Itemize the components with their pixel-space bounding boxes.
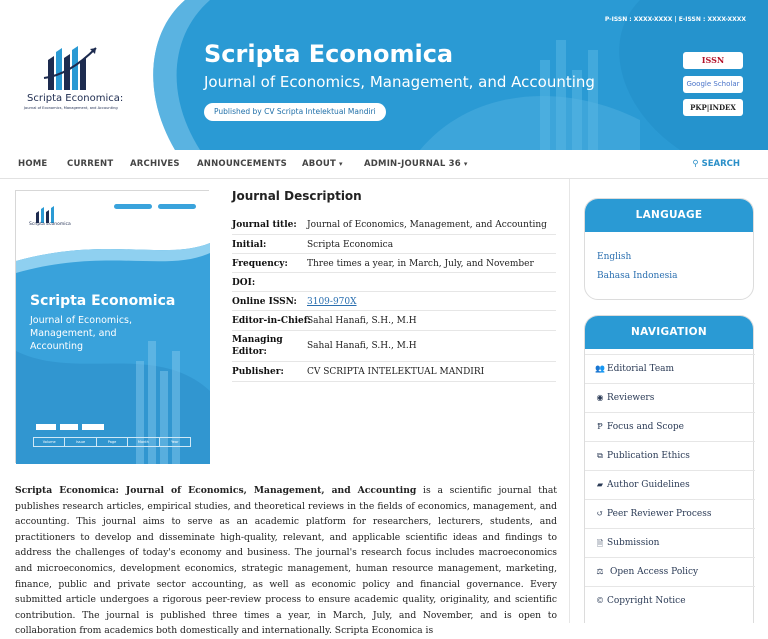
info-value: Sahal Hanafi, S.H., M.H <box>307 316 417 326</box>
cover-cell: Issue <box>65 438 96 446</box>
sidebar-divider <box>569 179 570 623</box>
cover-cell: Page <box>97 438 128 446</box>
info-key: Managing <box>232 335 283 345</box>
paragraph-icon: Ᵽ <box>597 422 603 431</box>
info-key: Initial: <box>232 240 267 250</box>
journal-about-paragraph <box>15 483 557 639</box>
info-row-initial <box>232 235 556 254</box>
info-value: Three times a year, in March, July, and November <box>307 259 534 269</box>
site-header <box>0 0 768 150</box>
issn-line: P-ISSN : XXXX-XXXX | E-ISSN : XXXX-XXXX <box>604 16 746 23</box>
sidebar-item-label: Submission <box>607 538 660 548</box>
info-value: Scripta Economica <box>307 240 394 250</box>
nav-archives[interactable]: ARCHIVES <box>130 159 180 169</box>
sidebar-item-reviewers[interactable] <box>585 383 755 412</box>
language-english-link[interactable]: English <box>597 252 632 262</box>
search-label: SEARCH <box>701 159 740 169</box>
file-icon: 🗎 <box>596 539 604 548</box>
info-key: Journal title: <box>232 220 297 230</box>
cover-subtitle: Journal of Economics, Management, and Accounting <box>30 315 133 352</box>
journal-cover-image <box>15 190 209 463</box>
logo-name: Scripta Economica: <box>27 93 124 104</box>
info-value: Sahal Hanafi, S.H., M.H <box>307 341 417 351</box>
sidebar-item-label: Reviewers <box>607 393 655 403</box>
history-icon: ↺ <box>596 509 604 518</box>
info-row-online-issn <box>232 292 556 311</box>
cover-index-logo <box>36 424 56 430</box>
language-block-title: LANGUAGE <box>585 199 753 232</box>
info-row-managing-editor <box>232 331 556 362</box>
nav-about[interactable]: ABOUT ▾ <box>302 159 343 169</box>
sidebar-item-focus-and-scope[interactable] <box>585 412 755 441</box>
nav-home[interactable]: HOME <box>18 159 48 169</box>
journal-logo-icon[interactable] <box>30 38 120 98</box>
search-link[interactable] <box>692 159 740 169</box>
info-key: Editor-in-Chief: <box>232 316 311 326</box>
cover-issue-bar <box>33 437 191 447</box>
cover-title: Scripta Economica <box>30 293 176 309</box>
info-row-title <box>232 215 556 235</box>
primary-navigation <box>0 150 768 179</box>
users-icon: 👥 <box>595 364 605 373</box>
info-key: Frequency: <box>232 259 288 269</box>
online-issn-link[interactable]: 3109-970X <box>307 297 357 307</box>
language-block <box>584 198 754 300</box>
sidebar-item-publication-ethics[interactable] <box>585 441 755 470</box>
google-scholar-badge[interactable]: Google Scholar <box>683 76 743 93</box>
sidebar-item-submission[interactable] <box>585 528 755 557</box>
journal-description-heading: Journal Description <box>232 189 362 203</box>
site-title[interactable]: Scripta Economica <box>204 40 454 68</box>
sidebar-item-label: Focus and Scope <box>607 422 684 432</box>
sidebar-item-label: Peer Reviewer Process <box>607 509 712 519</box>
issn-badge[interactable]: ISSN <box>683 52 743 69</box>
sidebar-item-editorial-team[interactable] <box>585 354 755 383</box>
cover-cell: Year <box>171 440 179 444</box>
info-key: Editor: <box>232 347 267 357</box>
chevron-down-icon: ▾ <box>463 160 468 168</box>
info-key: Online ISSN: <box>232 297 297 307</box>
sidebar-item-open-access-policy[interactable] <box>585 557 755 586</box>
info-key: DOI: <box>232 278 256 288</box>
info-value: CV SCRIPTA INTELEKTUAL MANDIRI <box>307 367 485 377</box>
copy-icon: ⧉ <box>597 451 603 460</box>
cover-cell: Month <box>128 438 159 446</box>
cover-pill <box>114 204 152 209</box>
nav-current[interactable]: CURRENT <box>67 159 114 169</box>
cover-pill <box>158 204 196 209</box>
info-key: Publisher: <box>232 367 284 377</box>
journal-info-table <box>232 215 556 382</box>
info-row-publisher <box>232 362 556 382</box>
cover-index-logo <box>60 424 78 430</box>
eye-icon: ◉ <box>596 393 604 402</box>
copyright-icon: © <box>596 596 604 605</box>
book-icon: ▰ <box>596 480 604 489</box>
cover-cell: Volume <box>34 438 65 446</box>
navigation-block <box>584 315 754 623</box>
info-row-frequency <box>232 254 556 273</box>
nav-admin-journal[interactable]: ADMIN-JOURNAL 36 ▾ <box>364 159 468 169</box>
cover-logo-text: Scripta Economica <box>29 222 71 227</box>
cover-index-logo <box>82 424 104 430</box>
publisher-pill: Published by CV Scripta Intelektual Mandiri <box>204 103 386 121</box>
sidebar-item-peer-reviewer-process[interactable] <box>585 499 755 528</box>
sidebar-item-copyright-notice[interactable] <box>585 586 755 615</box>
info-row-doi <box>232 273 556 292</box>
sidebar-item-label: Author Guidelines <box>607 480 690 490</box>
language-indonesian-link[interactable]: Bahasa Indonesia <box>597 271 678 281</box>
journal-full-name: Scripta Economica: Journal of Economics, Management, and Accounting <box>15 485 417 496</box>
sidebar-item-author-guidelines[interactable] <box>585 470 755 499</box>
about-body-text: is a scientific journal that publishes research articles, empirical studies, and theoretical reviews in the fields of economics, management, and accounting. This journal aims to serve as an academic platform for researchers, lecturers, students, and practitioners to develop and disseminate high-quality, relevant, and applicable scientific ideas and findings to address the challenges of today's economy and business. The journal's research focus includes macroeconomics and microeconomics, development economics, strategic management, human resource management, marketing, finance, public and private sector accounting, as well as economic policy and financial governance. Every submitted article undergoes a rigorous peer-review process to ensure academic quality, originality, and scientific contribution. The journal is published three times a year, in March, July, and November, and is open to collaboration from academics both domestically and internationally. Scripta Economica is <box>15 485 557 637</box>
pkp-index-badge[interactable]: PKP|INDEX <box>683 99 743 116</box>
info-value: Journal of Economics, Management, and Accounting <box>307 220 547 230</box>
search-icon: ⚲ <box>692 159 699 169</box>
logo-subtitle: Journal of Economics, Management, and Accounting <box>24 106 118 110</box>
chevron-down-icon: ▾ <box>338 160 343 168</box>
site-subtitle: Journal of Economics, Management, and Accounting <box>204 73 595 91</box>
sidebar-item-label: Copyright Notice <box>607 596 686 606</box>
sidebar-item-label: Publication Ethics <box>607 451 690 461</box>
sidebar-item-label: Open Access Policy <box>610 567 699 577</box>
nav-announcements[interactable]: ANNOUNCEMENTS <box>197 159 287 169</box>
sidebar-item-label: Editorial Team <box>607 364 675 374</box>
navigation-block-title: NAVIGATION <box>585 316 753 349</box>
scale-icon: ⚖ <box>596 567 604 576</box>
info-row-editor-in-chief <box>232 311 556 331</box>
